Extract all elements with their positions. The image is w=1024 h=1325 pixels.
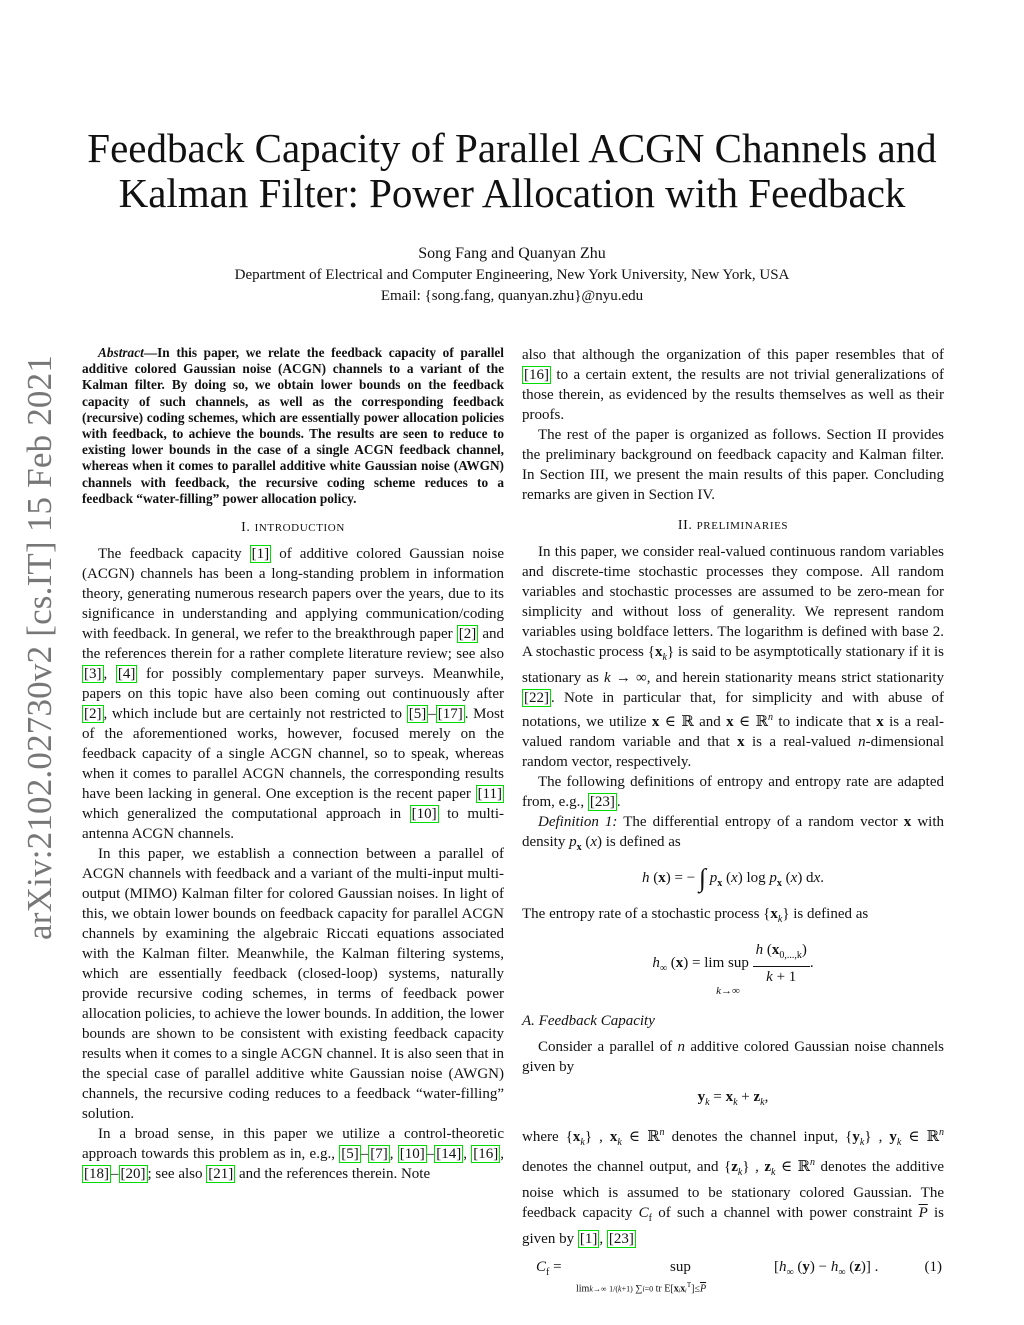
text: , [500, 1146, 505, 1163]
text: . [616, 794, 621, 810]
citation-link[interactable]: [16] [473, 1146, 499, 1163]
text: for possibly complementary paper surveys. Meanwhile, papers on this topic have also been coming out continuously after [82, 666, 504, 703]
citation-link[interactable]: [2] [84, 706, 102, 723]
text: } is said to be asymptotically stationary if it is stationary as [522, 644, 944, 686]
text: , [389, 1146, 398, 1163]
text: with density [522, 814, 944, 850]
title-line-2: Kalman Filter: Power Allocation with Feedback [118, 170, 906, 216]
definition-label: Definition 1: [538, 814, 618, 830]
citation-link[interactable]: [17] [437, 706, 463, 723]
section-title: PRELIMINARIES [696, 520, 789, 532]
text: – [360, 1146, 369, 1163]
citation-link[interactable]: [23] [608, 1231, 634, 1247]
equation-channel: $y_k = x_k + z_k$, [697, 1089, 769, 1108]
abstract-label: Abstract [98, 345, 144, 360]
intro-paragraph-3 [82, 1124, 504, 1184]
prelim-paragraph-1: In this paper, we consider real-valued continuous random variables and discrete-time stochastic processes they compose. All random variables and stochastic processes are assumed to be zero-mean for simplicity and without loss of generality. We represent random variables using boldface letters. The logarithm is defined with base 2. A stochastic process $\{x_k\}$ is said to be asymptotically stationary if it is stationary as k → ∞, and herein stationarity means strict stationarity [22] . Note in particular that, for simplicity and with abuse of notations, we utilize x ∈ ℝ and x ∈ ℝ$^n$ to indicate that x is a real-valued random variable and that x is a real-valued n-dimensional random vector, respectively. [522, 544, 944, 770]
text: , [463, 1146, 472, 1163]
text: – [426, 1146, 435, 1163]
citation-link[interactable]: [20] [120, 1166, 146, 1183]
arxiv-stamp: arXiv:2102.02730v2 [cs.IT] 15 Feb 2021 [20, 354, 59, 940]
text: -dimensional random vector, respectively. [522, 734, 944, 770]
text: The differential entropy of a random vector [617, 814, 904, 830]
section-number: I. [241, 520, 255, 536]
citation-link[interactable]: [21] [208, 1166, 234, 1183]
citation-link[interactable]: [22] [524, 690, 549, 706]
citation-link[interactable]: [16] [524, 367, 549, 383]
text: ; see also [147, 1166, 207, 1183]
entropy-rate-text: The entropy rate of a stochastic process $\{x_k\}$ is defined as [522, 906, 869, 925]
section-number: II. [677, 518, 697, 533]
section-heading-preliminaries [522, 516, 944, 536]
intro-paragraph-1 [82, 544, 504, 844]
title-line-1: Feedback Capacity of Parallel ACGN Channels and [87, 125, 937, 171]
text: . Note in particular that, for simplicity and with abuse of notations, we utilize [522, 690, 944, 730]
citation-link[interactable]: [18] [84, 1166, 109, 1183]
text: also that although the organization of this paper resembles that of [522, 347, 944, 363]
citation-link[interactable]: [10] [411, 806, 437, 823]
abstract-text: —In this paper, we relate the feedback capacity of parallel additive colored Gaussian noise (ACGN) channels to a variant of the Kalman filter. By doing so, we obtain lower bounds on the feedback capacity of such channels, as well as the corresponding feedback (recursive) coding schemes, which are essentially power allocation policies with feedback, to achieve the bounds. The results are seen to reduce to existing lower bounds in the case of a single ACGN feedback channel, whereas when it comes to parallel additive white Gaussian noise (AWGN) channels with feedback, the recursive coding scheme reduces to a feedback “water-filling” power allocation policy. [82, 345, 504, 506]
citation-link[interactable]: [5] [408, 706, 427, 723]
text: The entropy rate of a stochastic process { [522, 906, 771, 922]
right-paragraph-2: The rest of the paper is organized as follows. Section II provides the preliminary background on feedback capacity and Kalman filter. In Section III, we present the main results of this paper. Concluding remarks are given in Section IV. [522, 427, 944, 503]
equation-entropy-rate: $h_\infty$ (x) = lim sup $\frac{h (x_{0,...,k})}{k + 1}$ . k→∞ [652, 942, 814, 997]
text: } is defined as [782, 906, 869, 922]
text: In this paper, we consider real-valued continuous random variables and discrete-time stochastic processes they compose. All random variables and stochastic processes are assumed to be zero-mean for simplicity and without loss of generality. We represent random variables using boldface letters. The logarithm is defined with base 2. A stochastic process { [522, 544, 944, 660]
citation-link[interactable]: [14] [436, 1146, 462, 1163]
text: , [103, 666, 116, 683]
email: Email: {song.fang, quanyan.zhu}@nyu.edu [380, 288, 644, 304]
citation-link[interactable]: [10] [399, 1146, 425, 1163]
feedback-paragraph-2: where $\{x_k\}$ , $x_k$ ∈ ℝ$^n$ denotes the channel input, $\{y_k\}$ , $y_k$ ∈ ℝ$^n$ denotes the channel output, and $\{z_k\}$ , $z_k$ ∈ ℝ$^n$ denotes the additive noise which is assumed to be stationary colored Gaussian. The feedback capacity $C_f$ of such a channel with power constraint $\overline{P}$ is given by [1] , [23] [522, 1127, 945, 1247]
prelim-paragraph-2 [522, 772, 944, 812]
intro-paragraph-2: In this paper, we establish a connection between a parallel of ACGN channels with feedback and a variant of the multi-input multi-output (MIMO) Kalman filter for colored Gaussian noises. In light of this, we obtain lower bounds on feedback capacity for parallel ACGN channels by examining the algebraic Riccati equations associated with the Kalman filter. Meanwhile, the Kalman filtering systems, which are essentially feedback (closed-loop) systems, naturally provide recursive coding schemes, in terms of feedback power allocation policies, to achieve the lower bounds. In addition, the lower bounds are shown to be consistent with existing feedback capacity results when it comes to a single ACGN channel. It is also seen that in the special case of parallel additive white Gaussian noise (AWGN) channels, the recursive coding reduces to a feedback “water-filling” solution. [82, 846, 504, 1123]
feedback-paragraph-1: Consider a parallel of n additive colored Gaussian noise channels given by [522, 1039, 944, 1075]
text: . Most of the aforementioned works, however, focused merely on the feedback capacity of a single ACGN channel, so to speak, whereas when it comes to parallel ACGN channels, the corresponding results have been lacking in general. One exception is the recent paper [82, 706, 505, 803]
text: to multi-antenna ACGN channels. [82, 806, 504, 843]
equation-1: $C_f$ = sup [$h_\infty$ $(y) - h_\infty$ (z)] . (1) limk→∞ 1/(k+1) ∑i=0 tr $E[xᵢxᵢ^T]\le\overline{P}$ [536, 1259, 942, 1295]
text: to indicate that [773, 714, 877, 730]
text: is a real-valued [744, 734, 859, 750]
authors: Song Fang and Quanyan Zhu [418, 245, 606, 262]
text: of additive colored Gaussian noise (ACGN) channels has been a long-standing problem in information theory, generating numerous research papers over the years, due to its significance in understanding and applying communication/coding with feedback. In general, we refer to the breakthrough paper [82, 546, 504, 643]
abstract [82, 345, 504, 507]
equation-number: (1) [924, 1259, 942, 1275]
text: and the references therein. Note [235, 1166, 431, 1183]
text: – [111, 1166, 119, 1183]
text: , and herein stationarity means strict stationarity [646, 670, 944, 686]
right-paragraph-1 [522, 345, 944, 425]
text: which generalized the computational approach in [82, 806, 410, 823]
citation-link[interactable]: [11] [477, 786, 502, 803]
section-title: INTRODUCTION [254, 522, 345, 535]
text: is defined as [602, 834, 681, 850]
text: and the references therein for a rather complete literature review; see also [82, 626, 504, 663]
text: to a certain extent, the results are not trivial generalizations of those therein, as evidenced by the results themselves as well as their proofs. [522, 367, 944, 423]
affiliation: Department of Electrical and Computer Engineering, New York University, New York, USA [234, 267, 790, 283]
citation-link[interactable]: [5] [341, 1146, 359, 1163]
subsection-heading-feedback-capacity: A. Feedback Capacity [522, 1013, 655, 1029]
citation-link[interactable]: [1] [579, 1231, 598, 1247]
text: and [693, 714, 727, 730]
definition-1: Definition 1: The differential entropy of a random vector x with density $p_x$ (x) is defined as [522, 814, 944, 853]
text: The feedback capacity [98, 546, 250, 563]
citation-link[interactable]: [3] [84, 666, 102, 683]
citation-link[interactable]: [2] [458, 626, 477, 643]
right-column [522, 345, 944, 1297]
left-column [82, 345, 504, 1184]
citation-link[interactable]: [23] [589, 794, 615, 810]
section-heading-introduction [82, 518, 504, 538]
text: The following definitions of entropy and entropy rate are adapted from, e.g., [522, 774, 944, 810]
citation-link[interactable]: [4] [117, 666, 136, 683]
citation-link[interactable]: [7] [370, 1146, 388, 1163]
paper-title [60, 126, 964, 216]
text: , which include but are certainly not restricted to [103, 706, 407, 723]
text: is a real-valued random variable and that [522, 714, 944, 750]
text: In a broad sense, in this paper we utilize a control-theoretic approach towards this problem as in, e.g., [82, 1126, 504, 1163]
text: – [428, 706, 436, 723]
equation-entropy: h (x) = − ∫ $p_x$ (x) $\log p_x$ (x) dx. [642, 863, 824, 893]
citation-link[interactable]: [1] [251, 546, 270, 563]
